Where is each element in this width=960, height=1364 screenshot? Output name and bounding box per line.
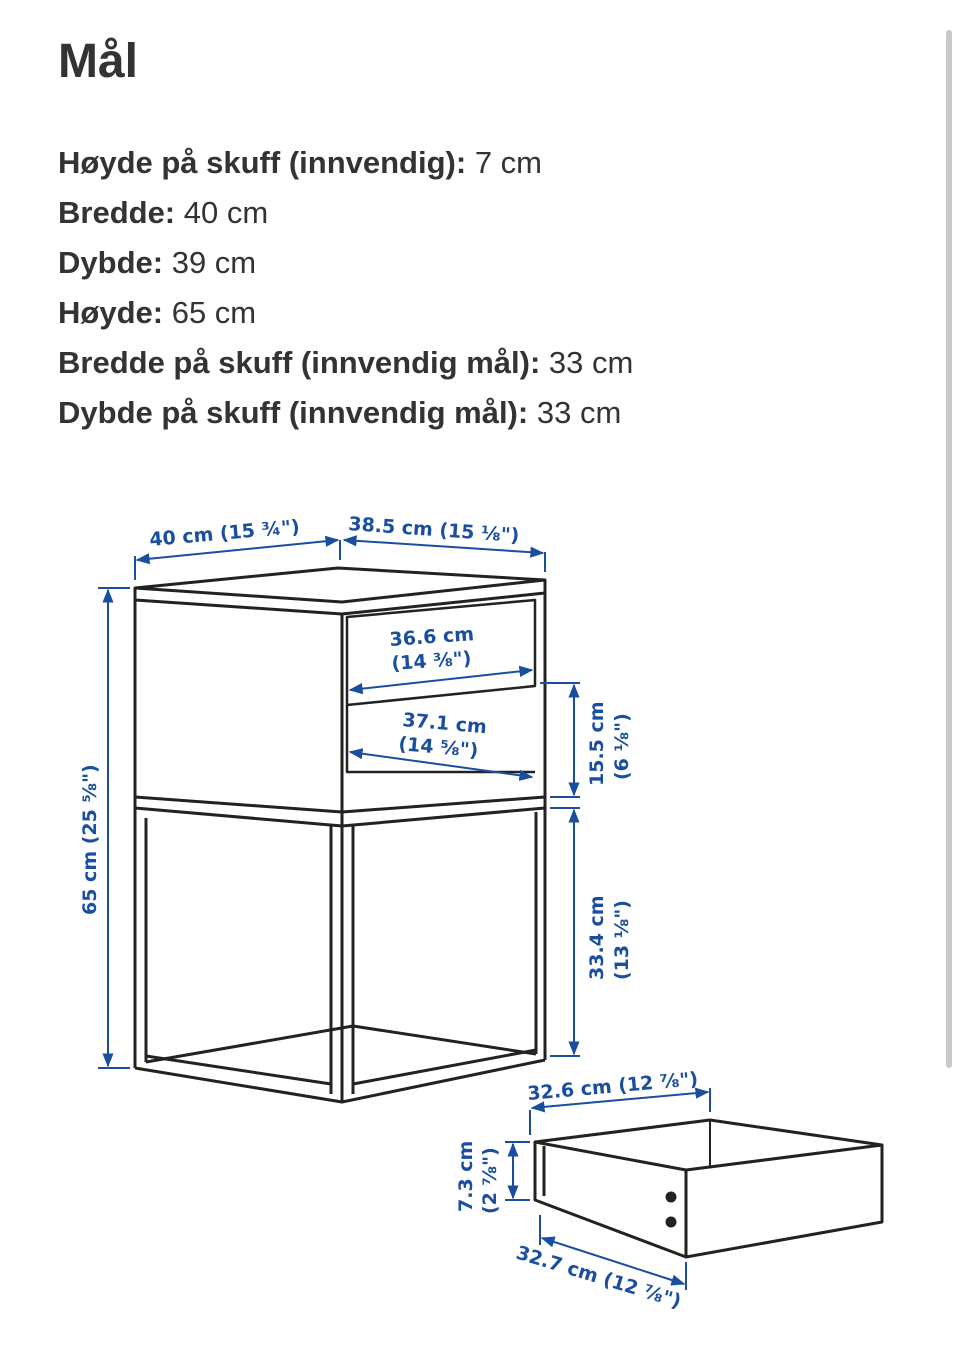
page-title: Mål (58, 35, 139, 88)
dim-shelf-width-in: (14 ⅝") (397, 733, 480, 762)
spec-label: Høyde: (58, 295, 164, 330)
dim-drawer-inner-width-cm: 36.6 cm (388, 623, 475, 651)
spec-label: Dybde: (58, 245, 164, 280)
dim-open-height-in: (13 ⅛") (611, 900, 633, 980)
spec-value: 7 cm (474, 145, 542, 180)
spec-value: 39 cm (171, 245, 257, 280)
dim-drawer-width: 32.7 cm (12 ⅞") (513, 1241, 684, 1313)
dim-total-height: 65 cm (25 ⅝") (79, 764, 101, 915)
dim-drawer-inner-width-in: (14 ⅜") (390, 647, 473, 675)
spec-value: 33 cm (536, 395, 622, 430)
dim-depth-top: 38.5 cm (15 ⅛") (347, 513, 520, 547)
spec-value: 65 cm (171, 295, 257, 330)
dim-open-height-cm: 33.4 cm (586, 895, 608, 980)
dim-shelf-height-in: (6 ⅛") (611, 713, 633, 780)
dim-drawer-height-in: (2 ⅞") (479, 1147, 501, 1214)
spec-label: Høyde på skuff (innvendig): (58, 145, 467, 180)
drawer-outline (535, 1120, 882, 1257)
spec-value: 40 cm (183, 195, 269, 230)
dim-width-top: 40 cm (15 ¾") (148, 515, 301, 551)
nightstand-outline (135, 568, 545, 1102)
spec-label: Bredde på skuff (innvendig mål): (58, 345, 541, 380)
spec-label: Dybde på skuff (innvendig mål): (58, 395, 529, 430)
dim-shelf-height-cm: 15.5 cm (586, 701, 608, 786)
spec-value: 33 cm (548, 345, 634, 380)
dim-drawer-depth: 32.6 cm (12 ⅞") (526, 1068, 699, 1105)
dim-shelf-width-cm: 37.1 cm (401, 709, 488, 739)
dim-drawer-height-cm: 7.3 cm (455, 1140, 477, 1212)
spec-label: Bredde: (58, 195, 176, 230)
